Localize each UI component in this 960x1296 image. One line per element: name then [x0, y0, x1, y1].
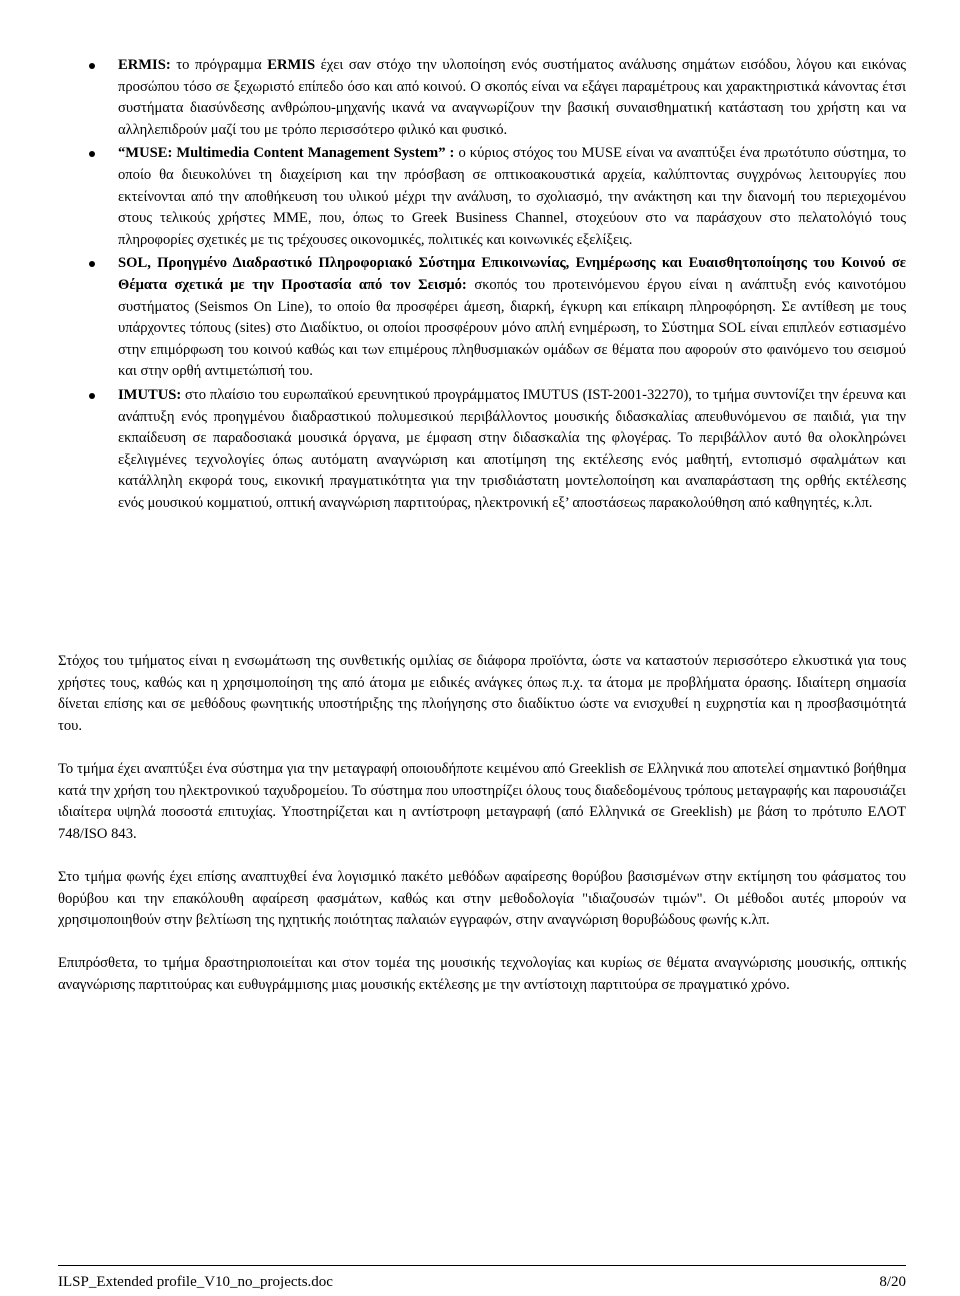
- bullet-icon: [89, 393, 95, 399]
- page-footer: [58, 1272, 906, 1292]
- bullet-text: σκοπός του προτεινόμενου έργου είναι η ανάπτυξη ενός καινοτόμου συστήματος (Seismos On Line), το οποίο θα προσφέρει άμεση, διαρκή, έγκυρη και επίκαιρη πληροφόρηση. Σε αντίθεση με τους υπάρχοντες τόπους (sites) στο Διαδίκτυο, οι οποίοι προσφέρουν μόνο απλή ενημέρωση, το Σύστημα SOL είναι επιπλεόν εστιασμένο στην επιμόρφωση του κοινού καθώς και των επιμέρους πληθυσμιακών ομάδων σε θέματα που αφορούν στο φαινόμενο του σεισμού και στην ορθή αντιμετώπισή του.: [118, 276, 906, 380]
- footer-filename: ILSP_Extended profile_V10_no_projects.doc: [58, 1274, 333, 1290]
- body-paragraphs: [58, 651, 906, 1018]
- footer-divider: [58, 1265, 906, 1266]
- bullet-icon: [89, 151, 95, 157]
- bullet-lead: “MUSE: Multimedia Content Management System” :: [118, 145, 455, 162]
- footer-page-number: 8/20: [879, 1274, 906, 1290]
- bullet-muse: [80, 143, 906, 251]
- bullet-text: στο πλαίσιο του ευρωπαϊκού ερευνητικού προγράμματος IMUTUS (IST-2001-32270), το τμήμα συντονίζει την έρευνα και ανάπτυξη ενός προηγμένου διαδραστικού πολυμεσικού περιβάλλοντος μουσικής διδασκαλίας απευθυνόμενου σε παιδιά, για την εκπαίδευση σε παραδοσιακά μουσικά όργανα, με έμφαση στην διδασκαλία της φλογέρας. Το περιβάλλον αυτό θα ολοκληρώνει εξελιγμένες τεχνολογίες όπως αυτόματη αναγνώριση και αποτίμηση της εκτέλεσης ενός μαθητή, εντοπισμό σφαλμάτων και κατάλληλη εκφορά τους, εικονική πραγματικότητα για την τρισδιάστατη μοντελοποίηση και αναπαράσταση της ορθής εκτέλεσης ενός μουσικού κομματιού, οπτική αναγνώριση παρτιτούρας, ηλεκτρονική εξ’ αποστάσεως παρακολούθηση από καθηγητές, κ.λπ.: [118, 386, 906, 511]
- bullet-text: έχει σαν στόχο την υλοποίηση ενός συστήματος ανάλυσης σημάτων εισόδου, λόγου και εικόνας προσώπου τόσο σε ξεχωριστό επίπεδο όσο και από κοινού. Ο σκοπός είναι να εξάγει παραμέτρους και χαρακτηριστικά κάνοντας έτσι συστήματα διασύνδεσης ανθρώπου-μηχανής ικανά να αναγνωρίζουν την βασική συναισθηματική κατάσταση του χρήστη και να αλληλεπιδρούν μαζί του με τρόπο περισσότερο φιλικό και φυσικό.: [118, 57, 907, 138]
- bullet-lead: IMUTUS:: [118, 386, 182, 403]
- bullet-imutus: [80, 385, 906, 515]
- bullet-icon: [89, 261, 95, 267]
- paragraph: Επιπρόσθετα, το τμήμα δραστηριοποιείται και στον τομέα της μουσικής τεχνολογίας και κυρίως σε θέματα αναγνώρισης μουσικής, οπτικής αναγνώρισης παρτιτούρας και ευθυγράμμισης μιας μουσικής εκτέλεσης με την αντίστοιχη παρτιτούρα σε πραγματικό χρόνο.: [58, 955, 906, 993]
- paragraph: Στόχος του τμήματος είναι η ενσωμάτωση της συνθετικής ομιλίας σε διάφορα προϊόντα, ώστε να καταστούν περισσότερο ελκυστικά για τους χρήστες τους, καθώς και η χρησιμοποίηση της από άτομα με ειδικές ανάγκες όπως π.χ. τα άτομα με προβλήματα όρασης. Ιδιαίτερη σημασία δίνεται επίσης και σε μεθόδους φωνητικής υποστήριξης της πλοήγησης στο διαδίκτυο ώστε να ενισχυθεί η ευχρηστία και η προσβασιμότητά του.: [58, 653, 906, 734]
- project-bullet-list: [80, 55, 906, 516]
- bullet-ermis: [80, 55, 906, 141]
- paragraph: Το τμήμα έχει αναπτύξει ένα σύστημα για την μεταγραφή οποιουδήποτε κειμένου από Greeklish σε Ελληνικά που αποτελεί σημαντικό βοήθημα κατά την χρήση του ηλεκτρονικού ταχυδρομείου. Το σύστημα που υποστηρίζει όλους τους διαδεδομένους τρόπους μεταγραφής και παρουσιάζει ιδιαίτερα υψηλά ποσοστά επιτυχίας. Υποστηρίζεται και η αντίστροφη μεταγραφή (από Ελληνικά σε Greeklish) με βάση το πρότυπο ΕΛΟΤ 748/ISO 843.: [58, 760, 906, 842]
- bullet-lead: SOL, Προηγμένο Διαδραστικό Πληροφοριακό Σύστημα Επικοινωνίας, Ενημέρωσης και Ευαισθητοποίησης του Κοινού σε Θέματα σχετικά με την Προστασία από τον Σεισμό:: [118, 255, 906, 293]
- bullet-lead: ERMIS: [267, 57, 316, 73]
- bullet-text: ο κύριος στόχος του MUSE είναι να αναπτύξει ένα πρωτότυπο σύστημα, το οποίο θα διευκολύνει τη διαχείριση και την πρόσβαση σε οπτικοακουστικά αρχεία, καλύπτοντας συγχρόνως λειτουργίες που εκτείνονται από την αποθήκευση του υλικού μέχρι την ανάλυση, το σχολιασμό, την ανάκτηση και την διανομή του περιεχομένου στους τελικούς χρήστες ΜΜΕ, που, όπως το Greek Business Channel, στοχεύουν στο να παράσχουν στο πελατολόγιό τους πληροφορίες σχετικές με τις τρέχουσες οικονομικές, πολιτικές και κοινωνικές εξελίξεις.: [118, 145, 906, 248]
- bullet-sol: [80, 253, 906, 383]
- bullet-icon: [89, 63, 95, 69]
- bullet-text: το πρόγραμμα: [170, 57, 268, 73]
- paragraph: Στο τμήμα φωνής έχει επίσης αναπτυχθεί ένα λογισμικό πακέτο μεθόδων αφαίρεσης θορύβου βασισμένων στην εκτίμηση του φάσματος του θορύβου και την επακόλουθη αφαίρεση φασμάτων, καθώς και στην μεθοδολογία "ιδιαζουσών τιμών". Οι μέθοδοι αυτές μπορούν να χρησιμοποιηθούν στην βελτίωση της ηχητικής ποιότητας παλαιών εγγραφών, στην αναγνώριση θορυβώδους φωνής κ.λπ.: [58, 868, 906, 929]
- bullet-lead: ERMIS:: [118, 57, 171, 73]
